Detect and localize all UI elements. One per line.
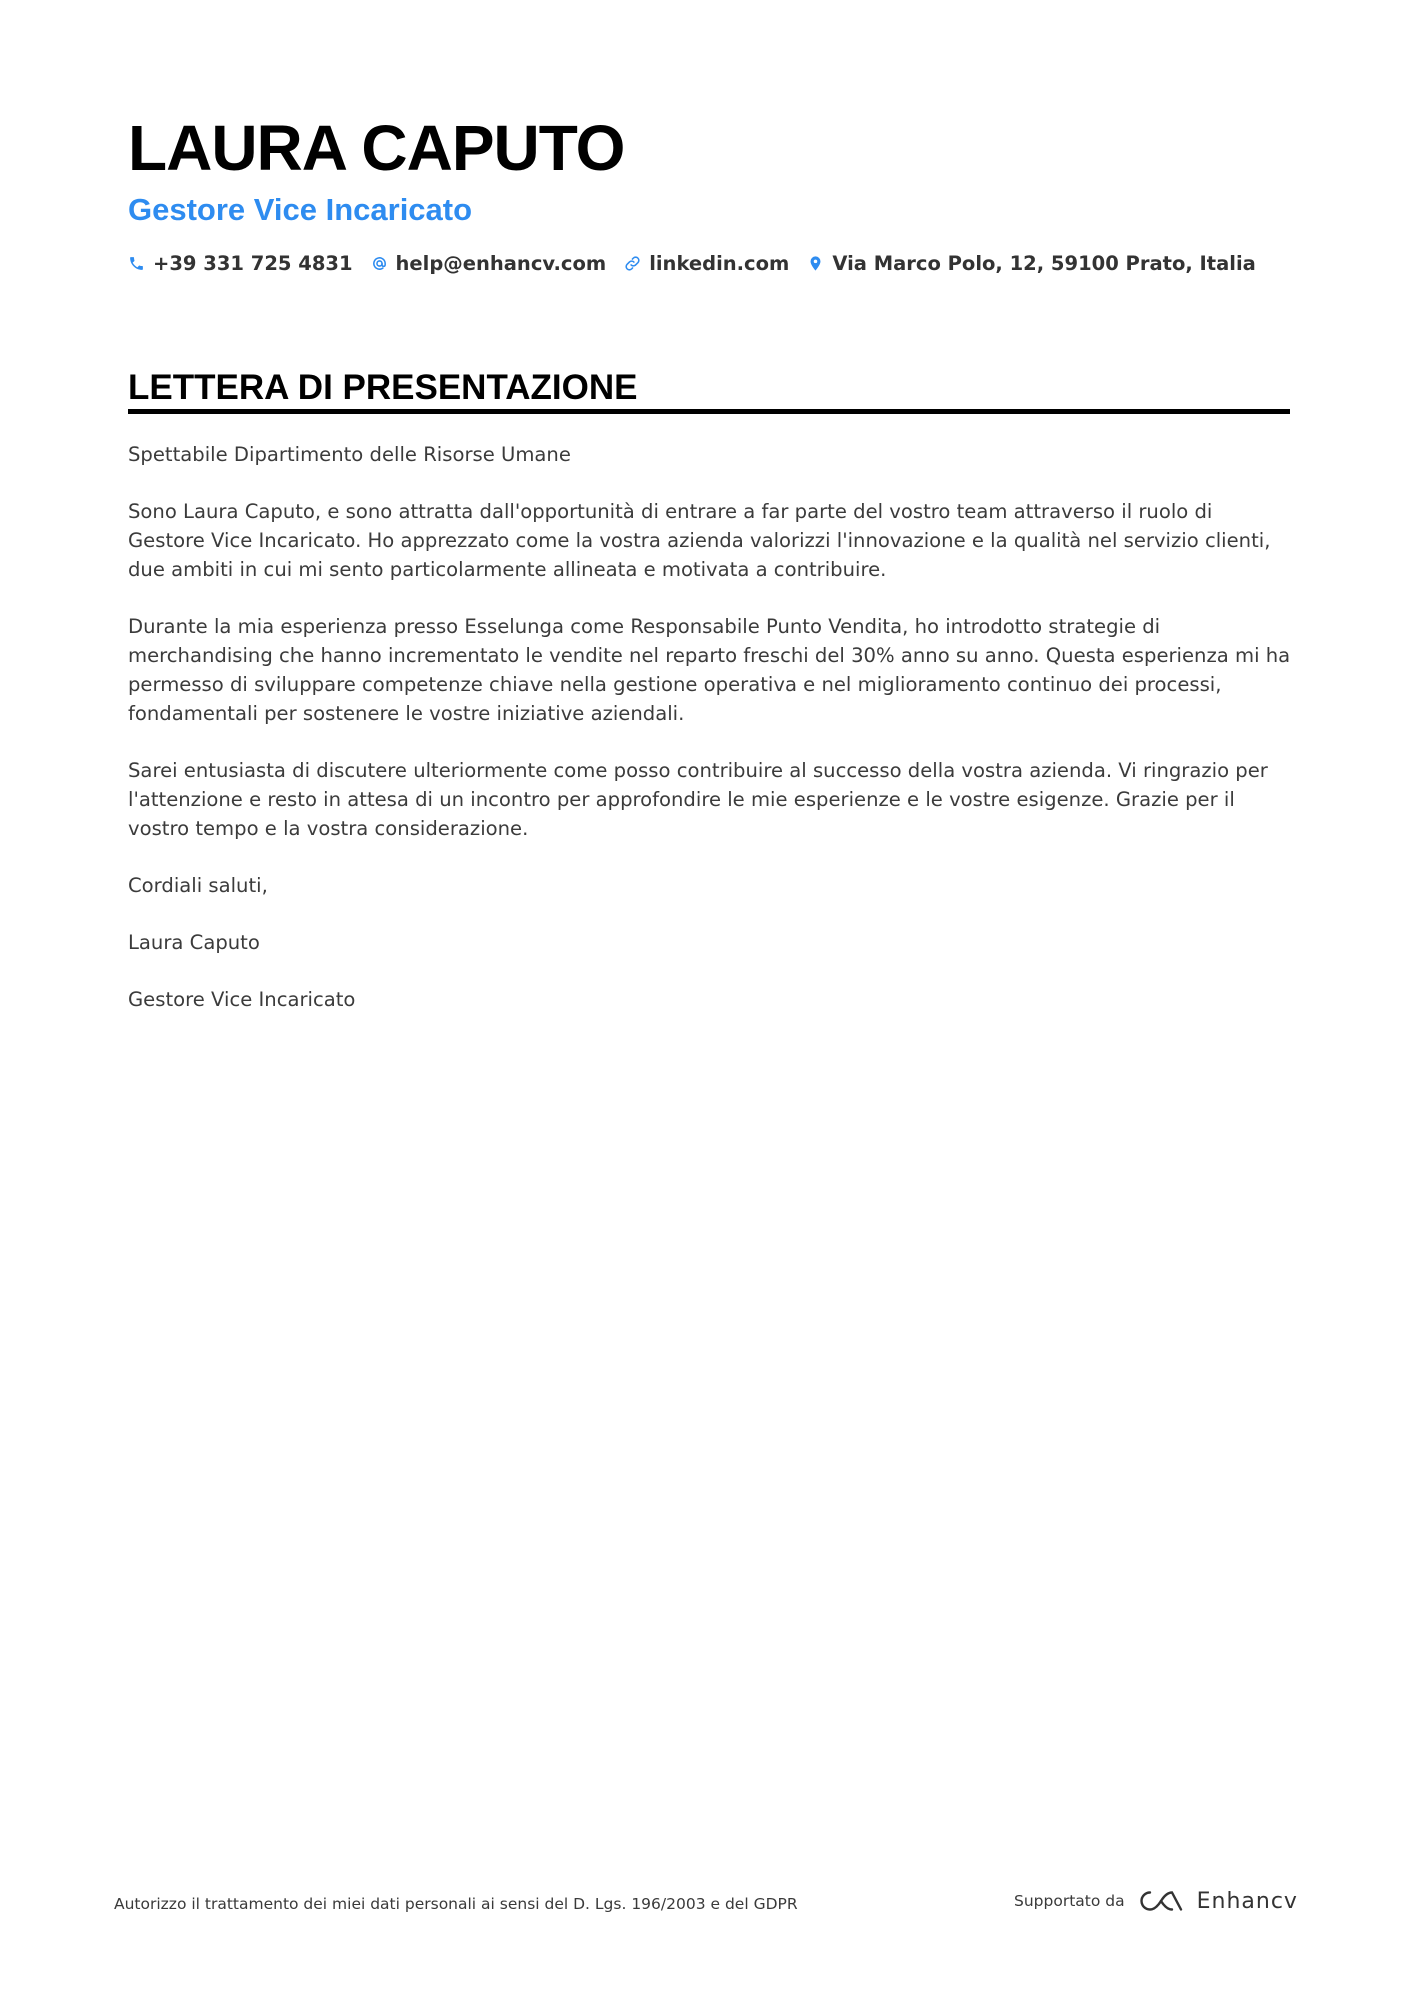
letter-closing: Cordiali saluti, [128, 874, 268, 897]
contact-bar [128, 252, 1256, 275]
letter-paragraph: Sono Laura Caputo, e sono attratta dall'opportunità di entrare a far parte del vostro team attraverso il ruolo di Gestore Vice Incaricato. Ho apprezzato come la vostra azienda valorizzi l'innovazione e la qualità nel servizio clienti, due ambiti in cui mi sento particolarmente allineata e motivata a contribuire. [128, 500, 1271, 581]
section-divider [128, 409, 1290, 414]
phone-number: +39 331 725 4831 [153, 252, 353, 275]
enhancv-logo-icon [1137, 1888, 1185, 1914]
link-icon [624, 255, 641, 272]
letter-paragraph: Sarei entusiasta di discutere ulteriormente come posso contribuire al successo della vostra azienda. Vi ringrazio per l'attenzione e resto in attesa di un incontro per approfondire le mie esperienze e le vostre esigenze. Grazie per il vostro tempo e la vostra considerazione. [128, 759, 1268, 840]
section-title: LETTERA DI PRESENTAZIONE [128, 368, 638, 407]
email-address[interactable]: help@enhancv.com [395, 252, 607, 275]
letter-paragraph: Durante la mia esperienza presso Esselunga come Responsabile Punto Vendita, ho introdotto strategie di merchandising che hanno incrementato le vendite nel reparto freschi del 30% anno su anno. Questa esperienza mi ha permesso di sviluppare competenze chiave nella gestione operativa e nel miglioramento continuo dei processi, fondamentali per sostenere le vostre iniziative aziendali. [128, 615, 1291, 725]
location-pin-icon [807, 255, 824, 272]
at-icon [371, 255, 388, 272]
letter-body [128, 440, 1293, 1042]
contact-linkedin[interactable] [624, 252, 789, 275]
powered-by[interactable] [1014, 1888, 1298, 1914]
applicant-job-title: Gestore Vice Incaricato [128, 192, 473, 227]
contact-address [807, 252, 1255, 275]
contact-email[interactable] [371, 252, 607, 275]
phone-icon [128, 255, 145, 272]
brand-name: Enhancv [1196, 1888, 1298, 1914]
supported-by-label: Supportato da [1014, 1892, 1125, 1910]
applicant-name: LAURA CAPUTO [128, 112, 625, 184]
signature-title: Gestore Vice Incaricato [128, 988, 356, 1011]
letter-salutation: Spettabile Dipartimento delle Risorse Umane [128, 443, 571, 466]
signature-name: Laura Caputo [128, 931, 260, 954]
privacy-consent: Autorizzo il trattamento dei miei dati personali ai sensi del D. Lgs. 196/2003 e del GDPR [114, 1895, 798, 1913]
address-text: Via Marco Polo, 12, 59100 Prato, Italia [832, 252, 1256, 275]
linkedin-link[interactable]: linkedin.com [649, 252, 790, 275]
contact-phone [128, 252, 353, 275]
